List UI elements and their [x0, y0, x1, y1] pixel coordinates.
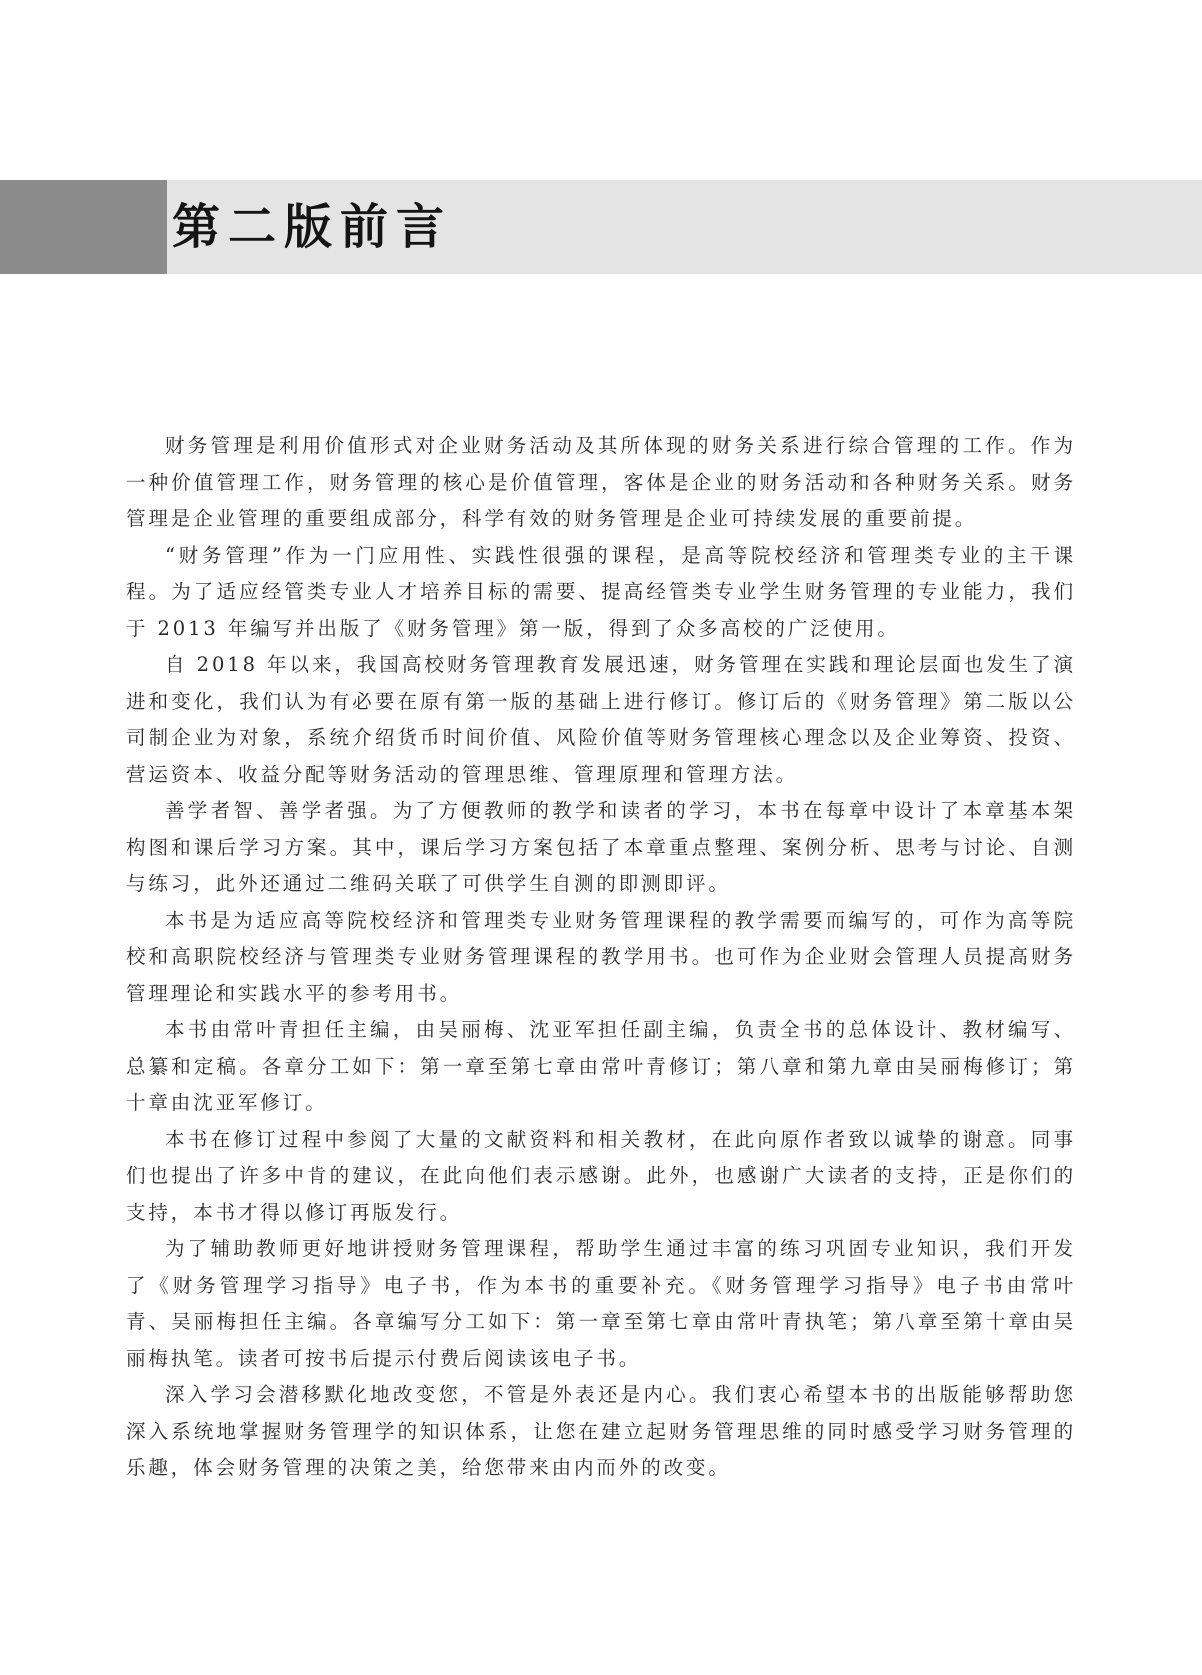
preface-body [126, 428, 1076, 1487]
page-title: 第二版前言 [172, 199, 453, 255]
paragraph: 善学者智、善学者强。为了方便教师的教学和读者的学习，本书在每章中设计了本章基本架构图和课后学习方案。其中，课后学习方案包括了本章重点整理、案例分析、思考与讨论、自测与练习，此外还通过二维码关联了可供学生自测的即测即评。 [126, 799, 1076, 895]
paragraph: 财务管理是利用价值形式对企业财务活动及其所体现的财务关系进行综合管理的工作。作为一种价值管理工作，财务管理的核心是价值管理，客体是企业的财务活动和各种财务关系。财务管理是企业管理的重要组成部分，科学有效的财务管理是企业可持续发展的重要前提。 [126, 434, 1076, 530]
title-accent-block [0, 180, 167, 274]
paragraph: 深入学习会潜移默化地改变您，不管是外表还是内心。我们衷心希望本书的出版能够帮助您深入系统地掌握财务管理学的知识体系，让您在建立起财务管理思维的同时感受学习财务管理的乐趣，体会财务管理的决策之美，给您带来由内而外的改变。 [126, 1383, 1076, 1479]
paragraph: 为了辅助教师更好地讲授财务管理课程，帮助学生通过丰富的练习巩固专业知识，我们开发了《财务管理学习指导》电子书，作为本书的重要补充。《财务管理学习指导》电子书由常叶青、吴丽梅担任主编。各章编写分工如下：第一章至第七章由常叶青执笔；第八章至第十章由吴丽梅执笔。读者可按书后提示付费后阅读该电子书。 [126, 1237, 1076, 1370]
paragraph: 自 2018 年以来，我国高校财务管理教育发展迅速，财务管理在实践和理论层面也发生了演进和变化，我们认为有必要在原有第一版的基础上进行修订。修订后的《财务管理》第二版以公司制企业为对象，系统介绍货币时间价值、风险价值等财务管理核心理念以及企业筹资、投资、营运资本、收益分配等财务活动的管理思维、管理原理和管理方法。 [126, 653, 1076, 786]
paragraph: 本书是为适应高等院校经济和管理类专业财务管理课程的教学需要而编写的，可作为高等院校和高职院校经济与管理类专业财务管理课程的教学用书。也可作为企业财会管理人员提高财务管理理论和实践水平的参考用书。 [126, 908, 1076, 1005]
paragraph: “财务管理”作为一门应用性、实践性很强的课程，是高等院校经济和管理类专业的主干课程。为了适应经管类专业人才培养目标的需要、提高经管类专业学生财务管理的专业能力，我们于 2013 年编写并出版了《财务管理》第一版，得到了众多高校的广泛使用。 [126, 543, 1076, 640]
paragraph: 本书在修订过程中参阅了大量的文献资料和相关教材，在此向原作者致以诚挚的谢意。同事们也提出了许多中肯的建议，在此向他们表示感谢。此外，也感谢广大读者的支持，正是你们的支持，本书才得以修订再版发行。 [126, 1127, 1076, 1224]
title-band [0, 180, 1202, 274]
paragraph: 本书由常叶青担任主编，由吴丽梅、沈亚军担任副主编，负责全书的总体设计、教材编写、总纂和定稿。各章分工如下：第一章至第七章由常叶青修订；第八章和第九章由吴丽梅修订；第十章由沈亚军修订。 [126, 1018, 1076, 1114]
